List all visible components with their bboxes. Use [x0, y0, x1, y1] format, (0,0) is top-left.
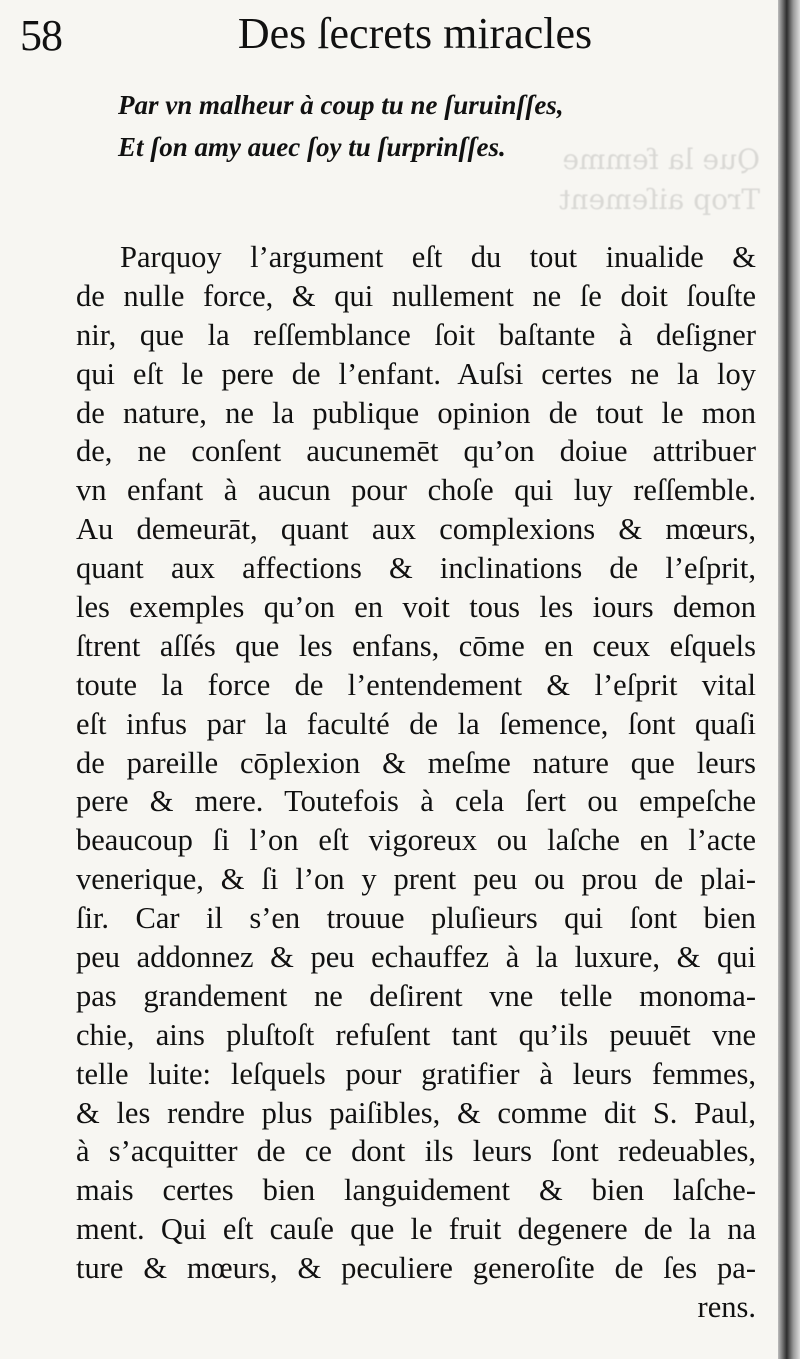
text-line: Parquoy l’argument eſt du tout inualide &	[120, 240, 756, 274]
text-line: venerique, & ſi l’on y prent peu ou prou de plai-	[76, 862, 756, 897]
text-line: de pareille cōplexion & meſme nature que leurs	[76, 745, 756, 780]
text-line: de nature, ne la publique opinion de tout le mon	[76, 395, 756, 430]
text-line: vn enfant à aucun pour choſe qui luy reſſemble.	[76, 473, 756, 508]
text-line: à s’acquitter de ce dont ils leurs ſont redeuables,	[76, 1134, 756, 1169]
text-line: Au demeurāt, quant aux complexions & mœurs,	[76, 512, 756, 547]
text-line: les exemples qu’on en voit tous les iours demon	[76, 590, 756, 625]
text-line: pere & mere. Toutefois à cela ſert ou empeſche	[76, 784, 756, 819]
text-line: telle luite: leſquels pour gratifier à leurs femmes,	[76, 1056, 756, 1091]
text-line: nir, que la reſſemblance ſoit baſtante à deſigner	[76, 317, 756, 352]
text-line: & les rendre plus paiſibles, & comme dit S. Paul,	[76, 1095, 756, 1130]
page-number: 58	[20, 11, 62, 60]
text-line: chie, ains pluſtoſt refuſent tant qu’ils peuuēt vne	[76, 1017, 756, 1052]
running-title: Des ſecrets miracles	[237, 9, 593, 58]
show-through-text: Que la femme Trop aiſement	[559, 143, 760, 216]
text-line: rens.	[697, 1290, 756, 1325]
text-line: mais certes bien languidement & bien laſche-	[76, 1173, 756, 1208]
text-line: pas grandement ne deſirent vne telle monoma-	[76, 978, 756, 1013]
text-line: eſt infus par la faculté de la ſemence, ſont quaſi	[76, 706, 756, 741]
text-line: de nulle force, & qui nullement ne ſe doit ſouſte	[76, 278, 756, 313]
page-gutter-edge	[778, 0, 800, 1359]
text-line: peu addonnez & peu echauffez à la luxure, & qui	[76, 940, 756, 975]
verse-block	[118, 84, 564, 168]
text-line: quant aux affections & inclinations de l’eſprit,	[76, 551, 756, 586]
text-line: de, ne conſent aucunemēt qu’on doiue attribuer	[76, 434, 756, 469]
text-line: ment. Qui eſt cauſe que le fruit degenere de la na	[76, 1212, 756, 1247]
body-paragraph	[76, 238, 756, 1327]
text-line: toute la force de l’entendement & l’eſprit vital	[76, 667, 756, 702]
verse-line: Et ſon amy auec ſoy tu ſurprinſſes.	[118, 132, 506, 162]
text-line: ture & mœurs, & peculiere generoſite de ſes pa-	[76, 1251, 756, 1286]
text-line: ſtrent aſſés que les enfans, cōme en ceux eſquels	[76, 628, 756, 663]
text-line: ſir. Car il s’en trouue pluſieurs qui ſont bien	[76, 901, 756, 936]
text-line: beaucoup ſi l’on eſt vigoreux ou laſche en l’acte	[76, 823, 756, 858]
verse-line: Par vn malheur à coup tu ne ſuruinſſes,	[118, 90, 564, 120]
text-line: qui eſt le pere de l’enfant. Auſsi certes ne la loy	[76, 356, 756, 391]
